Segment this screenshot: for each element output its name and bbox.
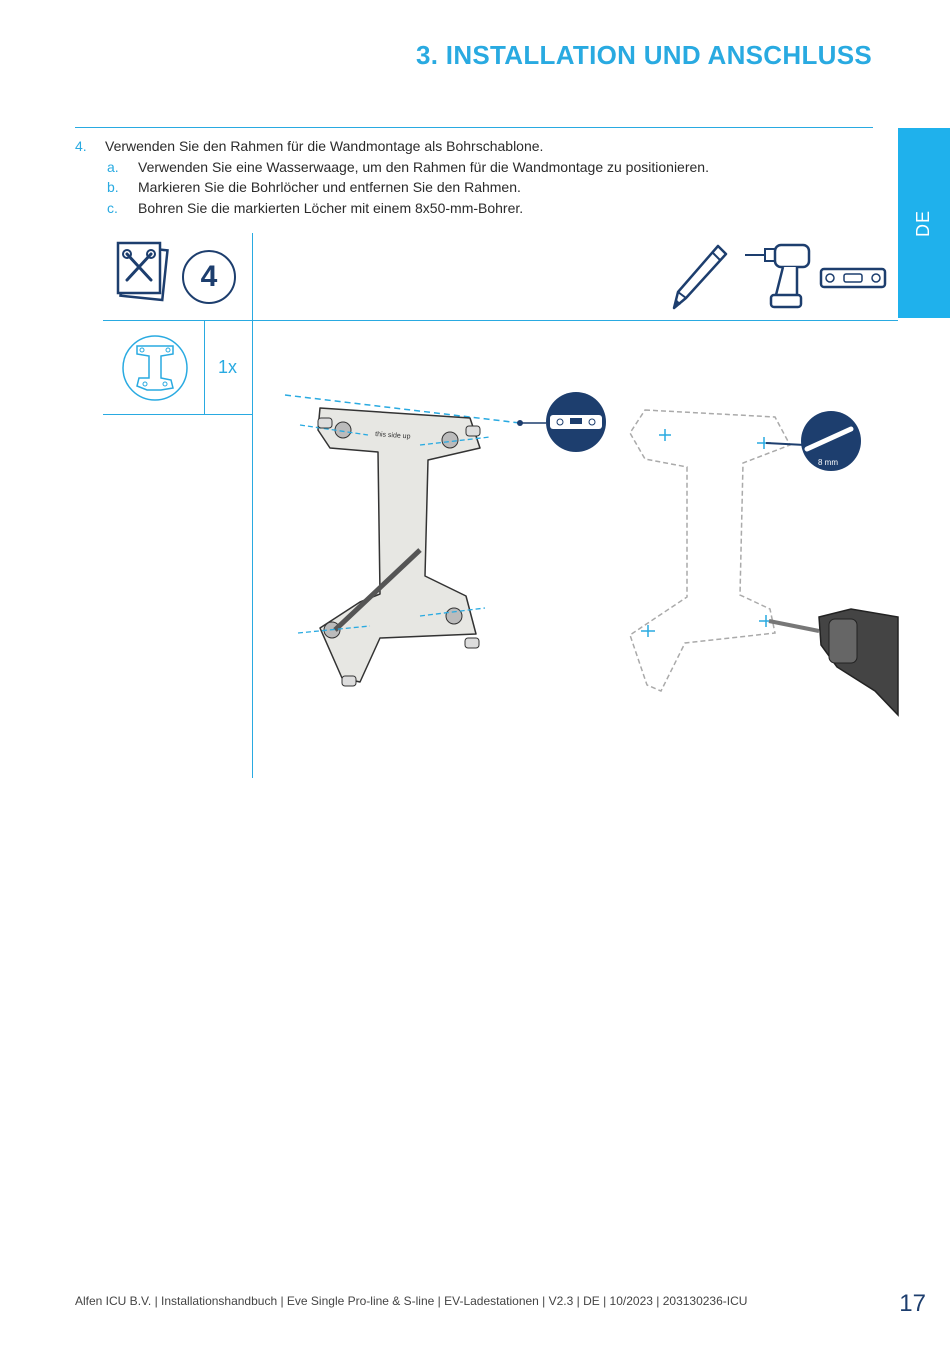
- substep-item: [75, 157, 709, 178]
- language-tab: [898, 128, 950, 318]
- substep-letter: a.: [107, 158, 119, 175]
- step-number-badge: 4: [182, 250, 236, 304]
- substep-item: [75, 177, 709, 198]
- language-tab-label: DE: [913, 209, 934, 237]
- mounting-frame-illustration: [280, 390, 610, 700]
- drill-bit-size-label: 8 mm: [818, 458, 838, 467]
- substep-text: Markieren Sie die Bohrlöcher und entfernen Sie den Rahmen.: [138, 179, 521, 195]
- drilling-illustration: [625, 405, 898, 715]
- header-rule: [75, 127, 873, 128]
- figure-divider-horizontal: [103, 320, 898, 321]
- step-number: 4.: [75, 138, 87, 154]
- parts-divider-vertical: [204, 320, 205, 415]
- spirit-level-icon: [820, 268, 886, 288]
- step-item: [75, 136, 709, 157]
- instruction-list: [75, 136, 709, 218]
- figure-divider-vertical: [252, 233, 253, 778]
- part-quantity: 1x: [218, 357, 238, 377]
- substep-item: [75, 198, 709, 219]
- footer-text: Alfen ICU B.V. | Installationshandbuch | Eve Single Pro-line & S-line | EV-Ladestationen | V2.3 | DE | 10/2023 | 203130236-ICU: [75, 1294, 748, 1308]
- parts-divider-bottom: [103, 414, 253, 415]
- drill-icon: [745, 243, 813, 311]
- step-text: Verwenden Sie den Rahmen für die Wandmontage als Bohrschablone.: [105, 138, 544, 154]
- plate-label: this side up: [374, 431, 411, 441]
- tools-manual-icon: [115, 240, 170, 302]
- page-number: 17: [899, 1290, 926, 1317]
- pencil-icon: [672, 242, 730, 310]
- substep-text: Verwenden Sie eine Wasserwaage, um den Rahmen für die Wandmontage zu positionieren.: [138, 158, 709, 175]
- page-title: 3. INSTALLATION UND ANSCHLUSS: [416, 40, 872, 70]
- mounting-frame-part-icon: [121, 334, 189, 402]
- substep-letter: b.: [107, 179, 119, 195]
- substep-letter: c.: [107, 199, 118, 216]
- substep-text: Bohren Sie die markierten Löcher mit einem 8x50-mm-Bohrer.: [138, 199, 524, 216]
